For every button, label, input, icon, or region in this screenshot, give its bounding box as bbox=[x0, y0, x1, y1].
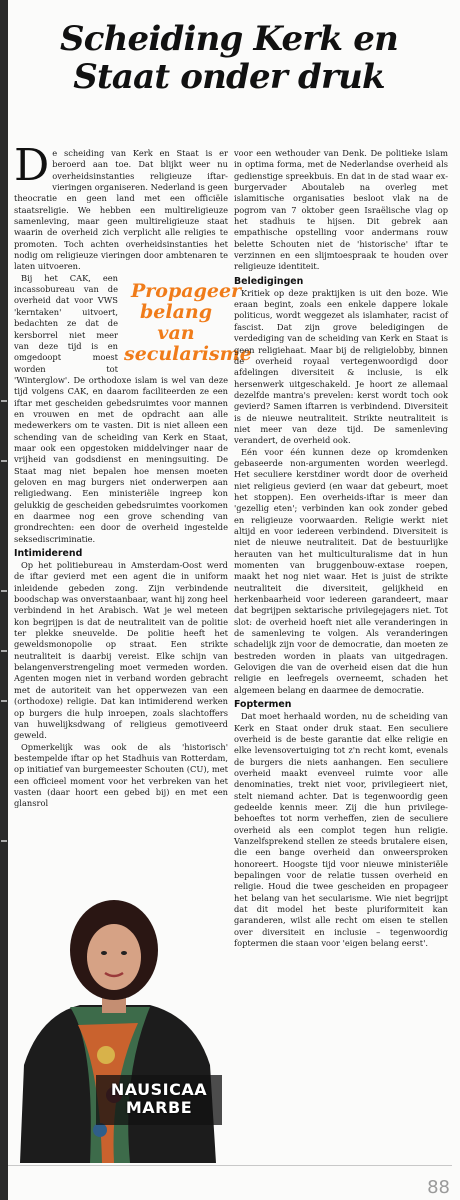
paragraph-2 bbox=[14, 272, 252, 545]
author-byline bbox=[98, 1081, 220, 1117]
subheading-intimiderend: Intimiderend bbox=[14, 548, 83, 560]
paragraph-6: Kritiek op deze praktijken is uit den boze. Wie eraan begint, zoals een enkele dappere lokale politicus, wordt weggezet als islamhater, racist of fascist. Dat zijn grove beledigingen de verdediging van de scheiding van Kerk en Staat is geen religiehaat. Maar bij de religielobby, binnen de overheid royaal vertegenwoordigd door afdelingen diversiteit & inclusie, is elk hersenwerk uitgeschakeld. Je hoort ze allemaal dezelfde mantra's prevelen: kerst wordt toch ook gevierd? Samen iftarren is verbindend. Diversiteit is de nieuwe neutraliteit. Strikte neutraliteit is niet meer van deze tijd. De samenleving verandert, de overheid ook. bbox=[234, 287, 448, 446]
page-edge-strip bbox=[0, 0, 8, 1200]
article-column-1 bbox=[14, 140, 252, 810]
paragraph-2-text: Bij het CAK, een incassobureau van de overheid dat voor VWS 'kerntaken' uitvoert, bedachten ze dat de kersborrel niet meer van deze tijd is en omgedoopt moest worden tot 'Winterglow'. De orthodoxe islam is wel van deze tijd volgens CAK, en daarom faciliteerden ze een iftar met gescheiden gebedsruimtes voor mannen en vrouwen en met de opdracht aan alle medewerkers om te vasten. Dit is niet alleen een schending van de scheiding van Kerk en Staat, maar ook een opgestoken middelvinger naar de vrijheid van godsdienst en meningsuiting. De Staat mag niet bepalen hoe mensen moeten geloven en mag burgers niet onderwerpen aan religiedwang. Een ministeriële ingreep kon gelukkig de gescheiden gebedsruimtes voorkomen en daarmee nog een grove schending van grondrechten: een door de overheid ingestelde seksediscriminatie. bbox=[14, 272, 228, 544]
pull-quote: Propageer belang van secularisme bbox=[124, 279, 252, 365]
drop-cap: D bbox=[14, 140, 50, 191]
paragraph-5: voor een wethouder van Denk. De politieke islam in optima forma, met de Nederlandse overheid als gedienstige spreekbuis. En dat in de stad waar ex-burgervader Aboutaleb na overleg met islamitische organisaties besloot vlak na de pogrom van 7 oktober geen Israëlische vlag op het stadhuis te hijsen. Dit gebrek aan empathische opstelling voor andermans rouw belette Schouten niet de 'historische' iftar te verzinnen en een slijmtoespraak te houden over religieuze identiteit. bbox=[234, 148, 448, 272]
author-portrait-illustration bbox=[10, 895, 222, 1163]
paragraph-8: Dat moet herhaald worden, nu de scheiding van Kerk en Staat onder druk staat. Een seculiere overheid is de beste garantie dat elke religie en elke levensovertuiging tot z'n recht komt, evenals de burgers die niets aanhangen. Een seculiere overheid maakt evenveel ruimte voor alle denominaties, trekt niet voor, privilegieert niet, stelt niemand achter. Dat is tegenwoordig geen gedeelde kennis meer. Zij die hun privilege-behoeftes tot norm verheffen, zien de seculiere overheid als een complot tegen hun religie. Vanzelfsprekend stellen ze steeds brutalere eisen, die een bange overheid dan onweersproken honoreert. Hoogste tijd voor nieuwe ministeriële bepalingen voor de relatie tussen overheid en religie. Houd die twee gescheiden en propageer het belang van het secularisme. Wie niet begrijpt dat dit model het beste pluriformiteit kan garanderen, wilst alle recht om eisen te stellen over diversiteit en inclusie – tegenwoordig foptermen die staan voor 'eigen belang eerst'. bbox=[234, 711, 448, 949]
paragraph-1 bbox=[14, 140, 228, 273]
author-photo bbox=[10, 895, 222, 1163]
paragraph-4: Opmerkelijk was ook de als 'historisch' bestempelde iftar op het Stadhuis van Rotterdam, op initiatief van burgemeester Schouten (CU), met een officieel moment voor het verbreken van het vasten (daar hoort een gebed bij) en met een glansrol bbox=[14, 741, 228, 809]
headline bbox=[14, 20, 444, 96]
subheading-foptermen: Foptermen bbox=[234, 699, 292, 711]
author-last-name: MARBE bbox=[125, 1098, 193, 1117]
footer-divider bbox=[8, 1165, 452, 1166]
paragraph-7: Eén voor één kunnen deze op kromdenken gebaseerde non-argumenten worden weerlegd. Het seculiere kerstdiner wordt door de overheid niet religieus gevierd (en waar dat gebeurt, moet het stoppen). Een overheids-iftar is meer dan 'gezellig eten'; verbinden kan ook zonder gebed en religieuze voorwaarden. Religie werkt niet altijd en voor iedereen verbindend. Diversiteit is niet de nieuwe neutraliteit. Dat de bestuurlijke herauten van het multiculturalisme dat in hun momenten van bruggenbouw-extase roepen, maakt het nog niet waar. Het is juist de strikte neutraliteit die diversiteit, gelijkheid en herkenbaarheid voor iedereen garandeert, maar dat begrijpen sektarische privilegejagers niet. Tot slot: de overheid hoeft niet alle veranderingen in de samenleving te volgen. Als veranderingen schadelijk zijn voor de democratie, dan moeten ze bestreden worden in plaats van uitgedragen. Gelovigen die van de overheid eisen dat die hun religie en leefregels overneemt, schaden het algemeen belang en daarmee de democratie. bbox=[234, 446, 448, 695]
headline-line-1: Scheiding Kerk en bbox=[59, 19, 399, 59]
headline-line-2: Staat onder druk bbox=[73, 57, 385, 97]
paragraph-1-text: e scheiding van Kerk en Staat is er beroerd aan toe. Dat blijkt weer nu overheidsinstanties religieuze iftar-vieringen organiseren. Nederland is geen theocratie en geen land met een officiële staatsreligie. We hebben een multireligieuze samenleving, maar geen multireligieuze staat waarin de overheid zich verplicht alle religies te promoten. Toch achten overheidsinstanties het nodig om religieuze vieringen door ambtenaren te laten uitvoeren. bbox=[14, 148, 228, 272]
article-column-2 bbox=[234, 148, 448, 949]
author-first-name: NAUSICAA bbox=[110, 1080, 208, 1099]
page-number: 88 bbox=[427, 1177, 450, 1198]
subheading-beledigingen: Beledigingen bbox=[234, 275, 304, 287]
paragraph-3: Op het politiebureau in Amsterdam-Oost werd de iftar gevierd met een agent die in uniform inleidende gebeden zong. Zijn verbindende boodschap was onverstaanbaar, want hij zong heel verbindend in het Arabisch. Wat je wel meteen kon begrijpen is dat de neutraliteit van de politie ter plekke sneuvelde. De politie heeft het geweldsmonopolie op straat. Een strikte neutraliteit is daarbij vereist. Elke schijn van belangenverstrengeling moet vermeden worden. Agenten mogen niet in verband worden gebracht met de autoriteit van het opperwezen van een (orthodoxe) religie. Dat kan intimiderend werken op burgers die hulp inroepen, zoals slachtoffers van huwelijksdwang of religieus gemotiveerd geweld. bbox=[14, 560, 229, 741]
